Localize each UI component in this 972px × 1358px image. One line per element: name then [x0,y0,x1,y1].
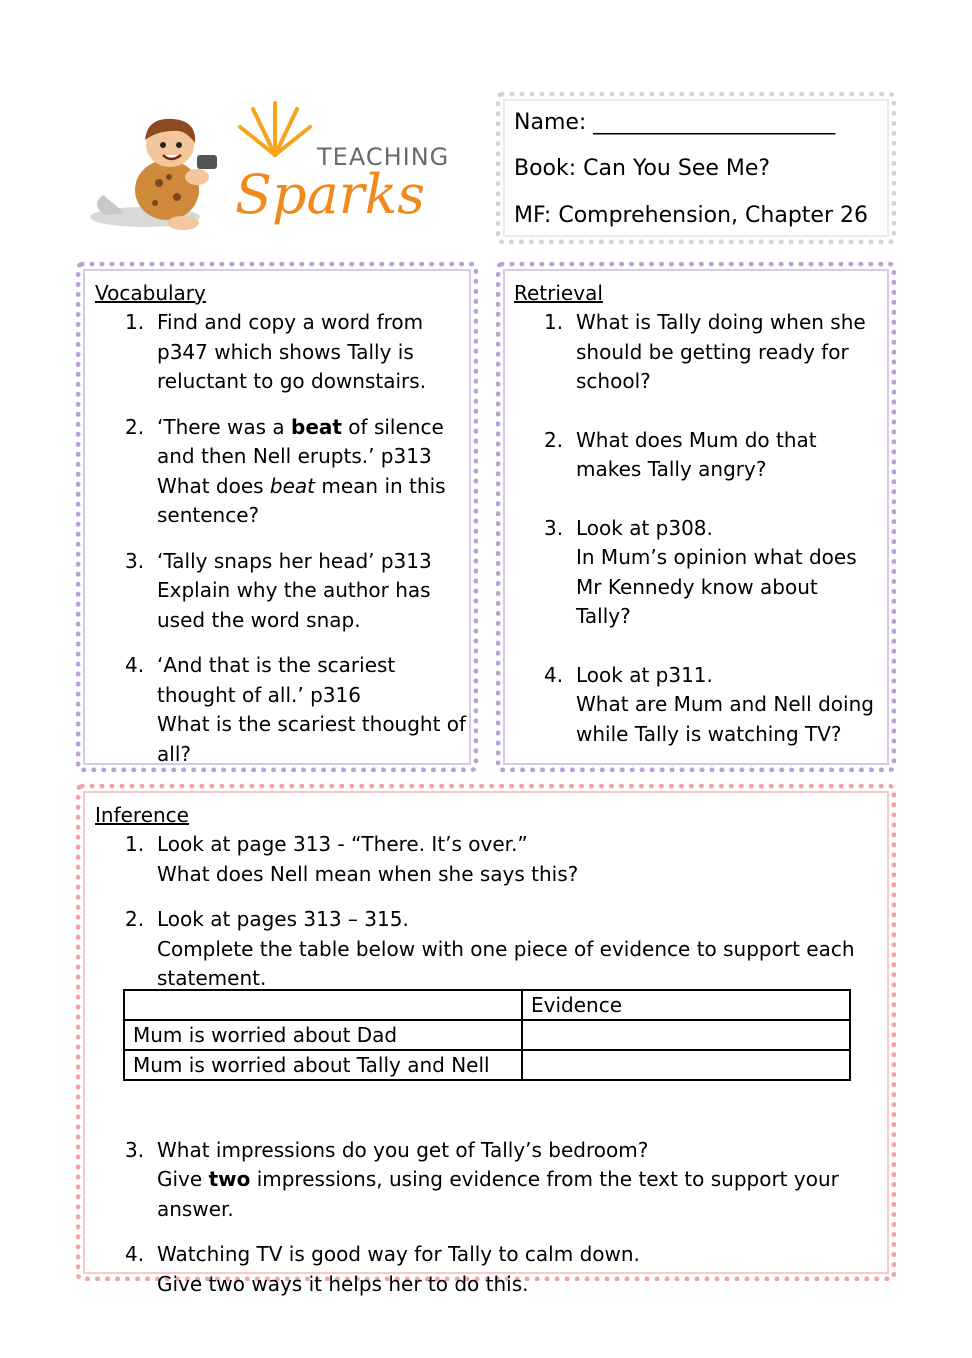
vocabulary-question-list [125,308,470,769]
question-line: ‘Tally snaps her head’ p313 [157,548,432,573]
mf-label: MF: Comprehension, Chapter 26 [514,203,868,228]
retrieval-section [496,262,896,772]
evidence-table-statement: Mum is worried about Dad [124,1020,522,1050]
emphasis-text: two [208,1167,251,1191]
question-line: In Mum’s opinion what does [576,545,857,569]
evidence-table-evidence-cell[interactable] [522,1050,850,1080]
question-number: 1. [125,832,145,856]
question-line: answer. [157,1196,234,1221]
emphasis-text: beat [269,473,316,498]
question-number: 4. [125,653,145,677]
question-item [125,413,470,531]
question-line: Watching TV is good way for Tally to calm down. [157,1242,640,1266]
student-info-box [496,92,896,244]
question-line: ‘And that is the scariest [157,653,396,677]
question-item [125,1136,885,1225]
question-line: Explain why the author has [157,578,431,602]
retrieval-question-list [544,308,889,749]
question-line: Look at p308. [576,515,713,540]
retrieval-heading: Retrieval [514,281,603,305]
question-line: p347 which shows Tally is [157,339,414,364]
question-number: 3. [125,1137,145,1162]
question-line: What does Mum do that [576,427,817,452]
question-line: while Tally is watching TV? [576,721,842,746]
question-number: 3. [544,515,564,540]
question-line: What impressions do you get of Tally’s bedroom? [157,1137,649,1162]
question-number: 1. [544,310,564,334]
question-line: What are Mum and Nell doing [576,692,874,716]
question-number: 3. [125,548,145,573]
question-number: 1. [125,310,145,334]
question-item [125,547,470,636]
question-line: school? [576,369,651,393]
question-line: ‘There was a beat of silence [157,414,444,439]
question-line: What does beat mean in this [157,473,446,498]
question-line: Complete the table below with one piece of evidence to support each [157,936,855,961]
evidence-table [123,989,851,1081]
question-line: What is Tally doing when she [576,310,866,334]
sunburst-icon [235,95,315,165]
question-item [125,830,885,889]
evidence-table-statement: Mum is worried about Tally and Nell [124,1050,522,1080]
question-line: Give two ways it helps her to do this. [157,1271,529,1296]
logo-sparks-text: Sparks [235,163,426,226]
question-line: sentence? [157,503,260,527]
question-line: Look at p311. [576,662,713,687]
evidence-table-header-evidence: Evidence [522,990,850,1020]
question-line: Give two impressions, using evidence from the text to support your [157,1167,839,1191]
question-number: 4. [544,662,564,687]
question-line: makes Tally angry? [576,457,767,481]
question-line: Tally? [576,604,631,628]
evidence-table-header-row [124,990,850,1020]
question-item [544,426,889,485]
question-number: 2. [125,414,145,439]
question-item [125,905,885,994]
caveman-mascot-icon [85,95,235,240]
evidence-table-row [124,1050,850,1080]
question-line: Mr Kennedy know about [576,574,818,599]
question-line: reluctant to go downstairs. [157,369,427,393]
question-number: 4. [125,1242,145,1266]
question-item [544,661,889,750]
question-line: statement. [157,966,267,990]
question-line: Look at pages 313 – 315. [157,907,409,931]
question-item [544,308,889,397]
question-line: Find and copy a word from [157,310,424,334]
vocabulary-heading: Vocabulary [95,281,206,305]
question-line: and then Nell erupts.’ p313 [157,444,432,468]
inference-heading: Inference [95,803,189,827]
question-line: Look at page 313 - “There. It’s over.” [157,832,528,856]
teaching-sparks-logo [85,95,465,240]
name-field-label: Name: ______________________ [514,110,836,135]
question-number: 2. [125,907,145,931]
question-line: thought of all.’ p316 [157,682,361,707]
question-line: should be getting ready for [576,339,849,364]
vocabulary-section [76,262,478,772]
question-item [125,651,470,769]
question-number: 2. [544,427,564,452]
evidence-table-evidence-cell[interactable] [522,1020,850,1050]
question-item [544,514,889,632]
book-title-label: Book: Can You See Me? [514,156,771,181]
question-line: What does Nell mean when she says this? [157,861,579,886]
logo-teaching-text: TEACHING [317,143,450,171]
question-line: used the word snap. [157,607,361,632]
question-line: all? [157,741,191,766]
evidence-table-header-statement [124,990,522,1020]
evidence-table-row [124,1020,850,1050]
question-line: What is the scariest thought of [157,712,467,736]
question-item [125,1240,885,1299]
question-item [125,308,470,397]
inference-section [76,784,896,1296]
emphasis-text: beat [291,414,342,439]
